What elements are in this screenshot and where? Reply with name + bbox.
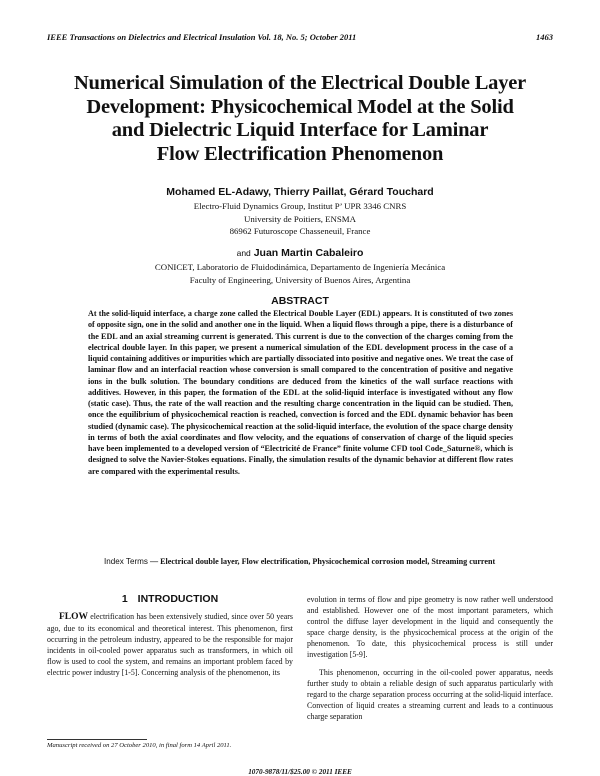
abstract-heading: ABSTRACT <box>271 295 329 307</box>
footnote-divider <box>47 739 147 740</box>
affiliation-line: CONICET, Laboratorio de Fluidodinámica, Departamento de Ingeniería Mecánica <box>154 262 446 272</box>
affiliation-line: 86962 Futuroscope Chasseneuil, France <box>229 226 371 236</box>
left-column <box>47 594 293 679</box>
intro-paragraph-2: This phenomenon, occurring in the oil-cooled power apparatus, needs further study to obtain a reliable design of such apparatus particularly with regard to the charge separation process occurring at the solid-liquid interface. Convection of liquid creates a streaming current and leads to a continuous charge separation <box>307 667 553 721</box>
and-connector: and <box>236 248 251 258</box>
affiliation-block-2 <box>0 261 600 286</box>
intro-paragraph <box>47 611 293 679</box>
title-line: Numerical Simulation of the Electrical Double Layer <box>73 72 527 94</box>
paper-title <box>40 72 560 166</box>
section-number: 1 <box>121 593 128 605</box>
section-title: INTRODUCTION <box>137 593 219 605</box>
page-number: 1463 <box>536 32 553 42</box>
intro-continuation: evolution in terms of flow and pipe geometry is now rather well understood and established. However one of the most important parameters, which control the diffuse layer development in the liquid and consequently the space charge density, is the physicochemical process at the origin of the phenomenon. To date, this physicochemical process is still under investigation [5-9]. <box>307 595 553 660</box>
index-terms <box>88 556 513 567</box>
affiliation-line: University de Poitiers, ENSMA <box>244 213 356 224</box>
index-terms-label: Index Terms <box>104 557 148 566</box>
running-header <box>47 32 553 44</box>
title-line: and Dielectric Liquid Interface for Laminar <box>111 119 489 141</box>
right-column <box>307 594 553 722</box>
affiliation-line: Faculty of Engineering, University of Buenos Aires, Argentina <box>189 274 411 285</box>
secondary-author-line <box>0 247 600 259</box>
intro-text: electrification has been extensively studied, since over 50 years ago, due to its economical and theoretical interest. This phenomenon, first occurring in the petroleum industry, appeared to be the responsible for major incidents in oil-cooled power apparatus such as transformers, in which oil flow is used to cool the system, and remains an important problem faced by electric power industry [1-5]. Concerning analysis of the phenomenon, its <box>47 612 293 678</box>
lead-word: FLOW <box>59 612 89 622</box>
affiliation-line: Electro-Fluid Dynamics Group, Institut P’ UPR 3346 CNRS <box>193 201 407 211</box>
section-heading <box>47 594 293 606</box>
affiliation-block-1 <box>0 200 600 238</box>
secondary-author: Juan Martin Cabaleiro <box>253 247 364 259</box>
journal-citation: IEEE Transactions on Dielectrics and Electrical Insulation Vol. 18, No. 5; October 2011 <box>47 32 357 42</box>
title-line: Flow Electrification Phenomenon <box>156 142 444 165</box>
title-line: Development: Physicochemical Model at the Solid <box>86 95 514 118</box>
abstract-body: At the solid-liquid interface, a charge zone called the Electrical Double Layer (EDL) appears. It is constituted of two zones of opposite sign, one in the solid and another one in the liquid. When a liquid flows through a pipe, there is a disturbance of the EDL and an axial streaming current is generated. This current is due to the convection of the charges coming from the electrical double layer. In this paper, we present a numerical simulation of the EDL development process in the case of a liquid containing additives or impurities which are partially dissociated into positive and negative ones. We treat the case of laminar flow and an interfacial reaction whose conversion is small compared to the concentration of positive and negative ions in the bulk solution. The boundary conditions are deduced from the kinetics of the wall surface reactions with additives. However, in this paper, the formation of the EDL at the solid-liquid interface is investigated without any flow (static case). Thus, the rate of the wall reaction and the resulting charge concentration in the liquid can be studied. Then, once the equilibrium of physicochemical reaction is reached, convection is forced and the EDL dynamic behavior has been studied (dynamic case). The physicochemical reaction at the solid-liquid interface, the evolution of the space charge density in terms of both the axial coordinates and flow velocity, and the equations of conservation of charge of the liquid species have been implemented to a developed version of “Electricité de France” finite volume CFD tool Code_Saturne®, which is designed to solve the Navier-Stokes equations. Finally, the simulation results of the dynamic behavior at different flow rates are compared with the experimental results. <box>88 309 514 476</box>
primary-authors: Mohamed EL-Adawy, Thierry Paillat, Gérard Touchard <box>166 186 434 198</box>
index-terms-list: — Electrical double layer, Flow electrification, Physicochemical corrosion model, Streaming current <box>147 557 496 566</box>
copyright-footer: 1070-9878/11/$25.00 © 2011 IEEE <box>248 768 352 776</box>
manuscript-footnote: Manuscript received on 27 October 2010, in final form 14 April 2011. <box>47 742 232 749</box>
